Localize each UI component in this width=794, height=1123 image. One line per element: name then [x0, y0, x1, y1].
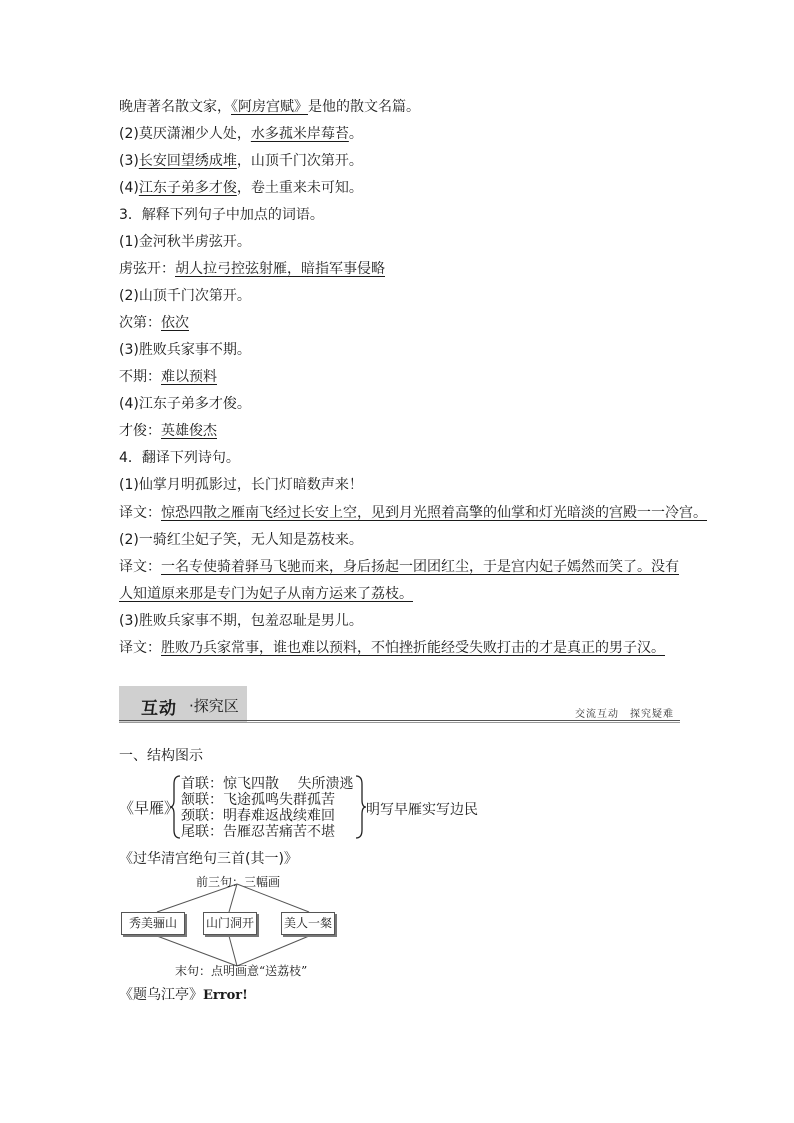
poem-title: 《早雁》: [119, 799, 180, 817]
diagram-box: 山门洞开: [203, 912, 257, 935]
question-item: (4)江东子弟多才俊。: [119, 396, 251, 412]
poem-conclusion: 明写早雁实写边民: [366, 802, 478, 818]
question-heading: 4．翻译下列诗句。: [119, 450, 240, 466]
section-subtitle: ·探究区: [189, 697, 239, 715]
error-text: Error!: [203, 988, 248, 1003]
question-item: (3)胜败兵家事不期，包羞忍耻是男儿。: [119, 613, 363, 629]
answer-line: 次第：依次: [119, 315, 189, 331]
section-rule: [119, 720, 680, 721]
diagram-top-label: 前三句：三幅画: [196, 875, 281, 889]
section-header: [119, 686, 680, 722]
answer-line: 不期：难以预料: [119, 369, 217, 385]
poem-structure-row: 首联：惊飞四散 失所溃逃: [181, 776, 354, 792]
question-item: (1)仙掌月明孤影过，长门灯暗数声来！: [119, 477, 363, 493]
question-item: (2)一骑红尘妃子笑，无人知是荔枝来。: [119, 532, 363, 548]
answer-line: 人知道原来那是专门为妃子从南方运来了荔枝。: [119, 586, 413, 602]
question-item: (1)金河秋半虏弦开。: [119, 234, 251, 250]
question-heading: 3．解释下列句子中加点的词语。: [119, 207, 324, 223]
section-rule: [119, 722, 680, 723]
answer-line: 虏弦开：胡人拉弓控弦射雁，暗指军事侵略: [119, 261, 385, 277]
poem-structure-row: 颈联：明春难返战续难回: [181, 808, 335, 824]
diagram-box: 秀美骊山: [121, 912, 185, 935]
text-line: (4)江东子弟多才俊，卷土重来未可知。: [119, 180, 363, 196]
question-item: (2)山顶千门次第开。: [119, 288, 251, 304]
structure-heading: 一、结构图示: [119, 748, 203, 764]
left-brace: [170, 776, 180, 838]
section-title: 互动: [141, 699, 177, 719]
section-tagline: 交流互动 探究疑难: [575, 709, 674, 720]
answer-line: 才俊：英雄俊杰: [119, 423, 217, 439]
answer-line: 译文：惊恐四散之雁南飞经过长安上空，见到月光照着高擎的仙掌和灯光暗淡的宫殿一一冷宫。: [119, 505, 707, 521]
question-item: (3)胜败兵家事不期。: [119, 342, 251, 358]
answer-line: 译文：胜败乃兵家常事，谁也难以预料，不怕挫折能经受失败打击的才是真正的男子汉。: [119, 640, 665, 656]
poem-title: 《题乌江亭》Error!: [119, 987, 248, 1003]
right-brace: [356, 776, 366, 838]
diagram-bottom-label: 末句：点明画意“送荔枝”: [175, 964, 308, 978]
text-line: 晚唐著名散文家，《阿房宫赋》是他的散文名篇。: [119, 99, 420, 115]
text-line: (2)莫厌潇湘少人处，水多菰米岸莓苔。: [119, 126, 363, 142]
poem-structure-row: 颔联：飞途孤鸣失群孤苦: [181, 792, 335, 808]
poem-structure-row: 尾联：告雁忍苦痛苦不堪: [181, 824, 335, 840]
diagram-box: 美人一粲: [281, 912, 335, 935]
text-line: (3)长安回望绣成堆，山顶千门次第开。: [119, 153, 363, 169]
poem-title: 《过华清宫绝句三首(其一)》: [119, 851, 298, 867]
answer-line: 译文：一名专使骑着驿马飞驰而来，身后扬起一团团红尘，于是宫内妃子嫣然而笑了。没有: [119, 559, 679, 575]
